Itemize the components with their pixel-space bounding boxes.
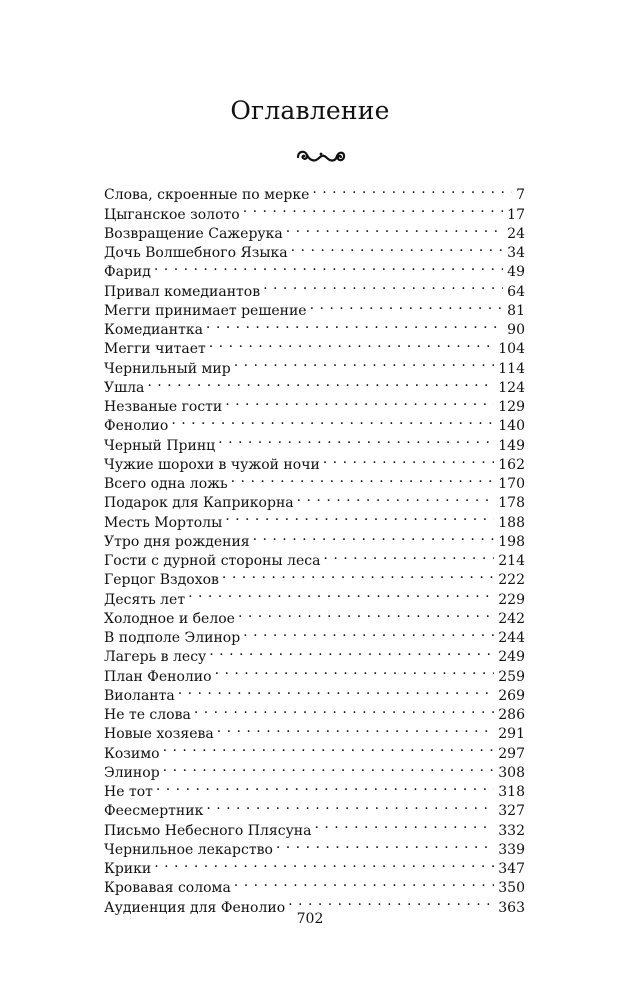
toc-entry-page: 222: [498, 572, 525, 589]
toc-entry-page: 269: [498, 687, 525, 704]
toc-entry-title: Феесмертник: [104, 803, 204, 820]
toc-entry-page: 308: [498, 764, 525, 781]
toc-dot-leader: [243, 199, 503, 218]
toc-entry-page: 129: [498, 399, 525, 415]
toc-entry-page: 162: [498, 456, 525, 473]
toc-dot-leader: [154, 257, 503, 276]
toc-entry-title: Фенолио: [104, 418, 169, 435]
toc-entry-page: 198: [498, 533, 525, 550]
toc-dot-leader: [156, 777, 494, 796]
toc-entry-page: 291: [498, 726, 525, 743]
toc-entry-title: Слова, скроенные по мерке: [104, 187, 310, 204]
toc-entry-title: Цыганское золото: [104, 206, 240, 223]
toc-entry-title: Письмо Небесного Плясуна: [104, 822, 312, 839]
toc-dot-leader: [154, 854, 494, 873]
toc-entry-title: В подполе Элинор: [104, 630, 241, 646]
toc-entry-title: План Фенолио: [104, 668, 212, 685]
toc-entry-page: 318: [498, 784, 525, 800]
toc-dot-leader: [163, 738, 495, 757]
toc-dot-leader: [194, 700, 494, 719]
toc-entry-page: 7: [516, 187, 525, 204]
toc-entry-title: Герцог Вздохов: [104, 572, 219, 589]
toc-entry-page: 332: [498, 822, 525, 839]
toc-entry-title: Подарок для Каприкорна: [104, 495, 294, 512]
toc-entry-page: 363: [498, 899, 525, 916]
toc-dot-leader: [206, 796, 494, 815]
toc-entry-title: Черный Принц: [104, 437, 216, 454]
toc-dot-leader: [218, 430, 494, 449]
toc-dot-leader: [234, 873, 494, 892]
toc-entry-page: 188: [498, 514, 525, 531]
toc-entry: [104, 758, 525, 781]
toc-dot-leader: [209, 334, 494, 353]
toc-entry-title: Дочь Волшебного Языка: [104, 245, 288, 261]
toc-dot-leader: [323, 450, 494, 469]
toc-dot-leader: [312, 180, 512, 199]
toc-dot-leader: [225, 392, 494, 411]
toc-entry-title: Чужие шорохи в чужой ночи: [104, 456, 320, 473]
toc-entry-page: 249: [498, 649, 525, 666]
toc-entry-title: Фарид: [104, 264, 151, 281]
toc-entry-page: 149: [498, 437, 525, 454]
toc-dot-leader: [291, 238, 504, 257]
toc-dot-leader: [147, 373, 494, 392]
toc-dot-leader: [314, 815, 494, 834]
toc-entry-title: Незваные гости: [104, 399, 223, 415]
toc-entry: [104, 373, 525, 396]
toc-entry-title: Аудиенция для Фенолио: [104, 899, 286, 916]
toc-entry-title: Не те слова: [104, 707, 191, 723]
toc-entry: [104, 392, 525, 415]
toc-entry-page: 244: [498, 630, 525, 646]
toc-entry-title: Новые хозяева: [104, 726, 214, 743]
toc-entry-page: 242: [498, 610, 525, 627]
toc-entry-page: 297: [498, 745, 525, 762]
toc-entry-title: Возвращение Сажерука: [104, 225, 283, 242]
toc-entry: [104, 854, 525, 877]
toc-dot-leader: [206, 315, 503, 334]
toc-entry-page: 286: [498, 707, 525, 723]
toc-entry-page: 114: [498, 360, 525, 377]
swirl-ornament-icon: [295, 147, 347, 167]
toc-dot-leader: [209, 642, 494, 661]
toc-entry-title: Гости с дурной стороны леса: [104, 553, 321, 569]
toc-entry-page: 140: [498, 418, 525, 435]
toc-dot-leader: [215, 661, 495, 680]
toc-entry-title: Мегги читает: [104, 341, 206, 358]
toc-entry-title: Холодное и белое: [104, 610, 235, 627]
toc-entry: [104, 738, 525, 762]
toc-dot-leader: [234, 353, 495, 372]
toc-entry-page: 339: [498, 841, 525, 858]
page-number: 702: [296, 911, 324, 927]
toc-dot-leader: [297, 488, 495, 507]
toc-entry-page: 24: [507, 225, 525, 242]
toc-entry-page: 347: [498, 861, 525, 877]
toc-entry-page: 259: [498, 668, 525, 685]
toc-entry-page: 64: [507, 283, 525, 300]
toc-entry-title: Крики: [104, 861, 152, 877]
toc-entry-page: 229: [498, 591, 525, 608]
toc-entry-title: Десять лет: [104, 591, 186, 608]
toc-dot-leader: [286, 219, 503, 238]
toc-dot-leader: [253, 527, 495, 546]
toc-entry-page: 170: [498, 476, 525, 492]
toc-entry-title: Месть Мортолы: [104, 514, 223, 531]
toc-dot-leader: [225, 507, 494, 526]
toc-entry-page: 81: [507, 302, 525, 319]
toc-entry-title: Козимо: [104, 745, 160, 762]
toc-entry: [104, 873, 525, 897]
toc-entry: [104, 257, 525, 281]
toc-entry-title: Утро дня рождения: [104, 533, 250, 550]
toc-entry-title: Привал комедиантов: [104, 283, 261, 300]
toc-entry-page: 49: [507, 264, 525, 281]
toc-dot-leader: [288, 892, 494, 911]
toc-dot-leader: [171, 411, 494, 430]
toc-entry-page: 214: [498, 553, 525, 569]
toc-entry-title: Ушла: [104, 379, 145, 396]
toc-entry-title: Комедиантка: [104, 322, 203, 338]
page-title: Оглавление: [230, 96, 390, 125]
toc-entry: [104, 777, 525, 800]
toc-entry: [104, 796, 525, 820]
toc-dot-leader: [178, 681, 495, 700]
toc-entry: [104, 276, 525, 300]
toc-dot-leader: [163, 758, 495, 777]
toc-dot-leader: [222, 565, 494, 584]
toc-entry-page: 327: [498, 803, 525, 820]
toc-entry-page: 104: [498, 341, 525, 358]
toc-entry-title: Элинор: [104, 764, 160, 781]
toc-entry-title: Мегги принимает решение: [104, 302, 307, 319]
toc-dot-leader: [323, 546, 494, 565]
toc-dot-leader: [263, 276, 503, 295]
toc-dot-leader: [243, 623, 494, 642]
toc-entry-page: 17: [507, 206, 525, 223]
toc-entry-title: Виоланта: [104, 687, 175, 704]
toc-entry-page: 34: [507, 245, 525, 261]
toc-entry-page: 178: [498, 495, 525, 512]
toc-entry-title: Чернильное лекарство: [104, 841, 273, 858]
toc-dot-leader: [217, 719, 495, 738]
toc-dot-leader: [188, 584, 494, 603]
toc-dot-leader: [310, 296, 504, 315]
toc-entry-title: Чернильный мир: [104, 360, 231, 377]
toc-entry-title: Всего одна ложь: [104, 476, 228, 492]
toc-entry-title: Лагерь в лесу: [104, 649, 207, 666]
toc-entry-page: 124: [498, 379, 525, 396]
toc-entry: [104, 180, 525, 204]
toc-dot-leader: [238, 604, 494, 623]
toc-dot-leader: [276, 835, 494, 854]
toc-entry-title: Кровавая солома: [104, 880, 231, 897]
toc-entry-title: Не тот: [104, 784, 153, 800]
toc-entry-page: 90: [507, 322, 525, 338]
table-of-contents: [104, 180, 525, 916]
toc-dot-leader: [231, 469, 495, 488]
toc-entry-page: 350: [498, 880, 525, 897]
